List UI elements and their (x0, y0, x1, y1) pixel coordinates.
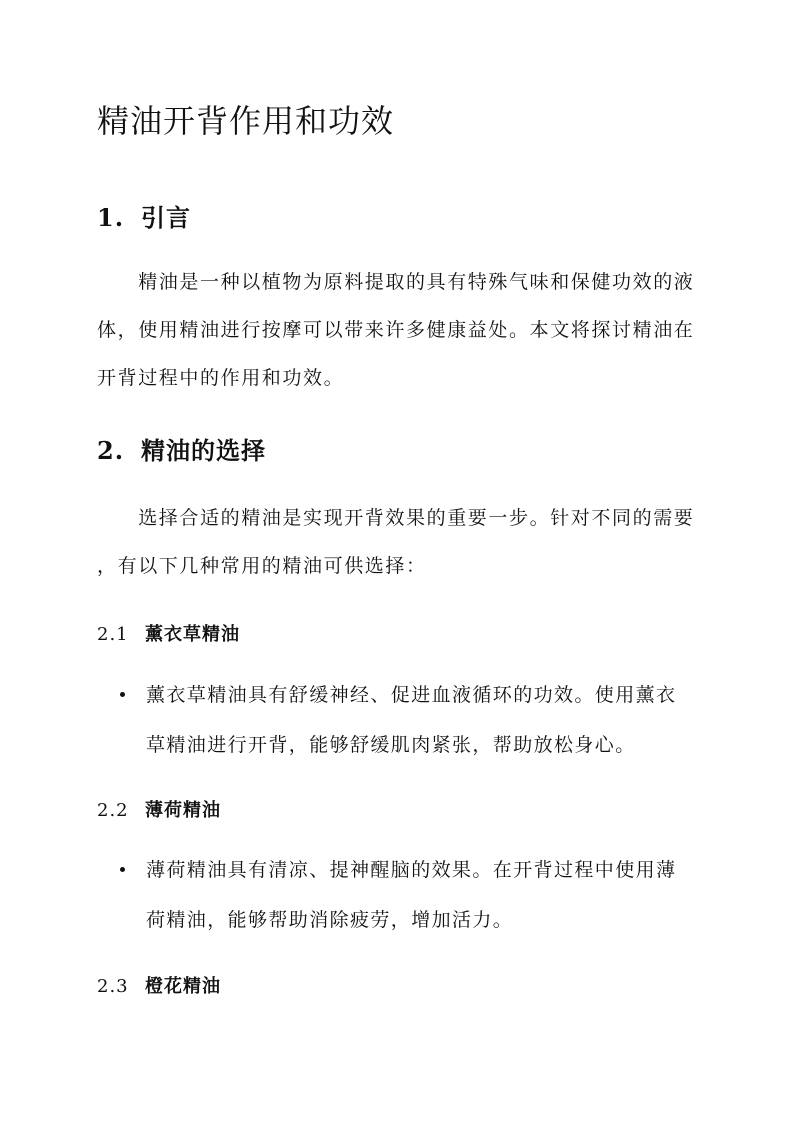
subsection-heading-peppermint (97, 796, 221, 822)
section-number: 2. (97, 436, 125, 465)
subsection-number: 2.2 (97, 800, 129, 821)
bullet-item-peppermint (120, 845, 700, 945)
bullet-icon (120, 867, 125, 872)
subsection-heading-neroli (97, 972, 221, 998)
section-heading-oil-selection (97, 431, 266, 466)
subsection-heading-lavender (97, 620, 240, 646)
paragraph-line: 精油是一种以植物为原料提取的具有特殊气味和保健功效的液 (97, 271, 695, 293)
section-title: 引言 (141, 203, 191, 232)
subsection-title: 薰衣草精油 (145, 624, 240, 645)
subsection-number: 2.3 (97, 976, 129, 997)
paragraph-line: 开背过程中的作用和功效。 (97, 367, 345, 389)
selection-paragraph (97, 494, 701, 590)
intro-paragraph (97, 258, 701, 402)
subsection-title: 薄荷精油 (145, 800, 221, 821)
paragraph-line: ，有以下几种常用的精油可供选择： (97, 555, 427, 577)
bullet-line: 薄荷精油具有清凉、提神醒脑的效果。在开背过程中使用薄 (146, 859, 677, 881)
bullet-line: 荷精油，能够帮助消除疲劳，增加活力。 (146, 909, 514, 931)
bullet-line: 草精油进行开背，能够舒缓肌肉紧张，帮助放松身心。 (146, 734, 636, 756)
subsection-number: 2.1 (97, 624, 129, 645)
paragraph-line: 体，使用精油进行按摩可以带来许多健康益处。本文将探讨精油在 (97, 319, 695, 341)
section-number: 1. (97, 203, 125, 232)
bullet-item-lavender (120, 670, 700, 770)
subsection-title: 橙花精油 (145, 976, 221, 997)
bullet-line: 薰衣草精油具有舒缓神经、促进血液循环的功效。使用薰衣 (146, 684, 677, 706)
document-title: 精油开背作用和功效 (97, 102, 395, 140)
paragraph-line: 选择合适的精油是实现开背效果的重要一步。针对不同的需要 (97, 507, 695, 529)
bullet-icon (120, 692, 125, 697)
section-title: 精油的选择 (141, 436, 266, 465)
section-heading-introduction (97, 198, 191, 233)
